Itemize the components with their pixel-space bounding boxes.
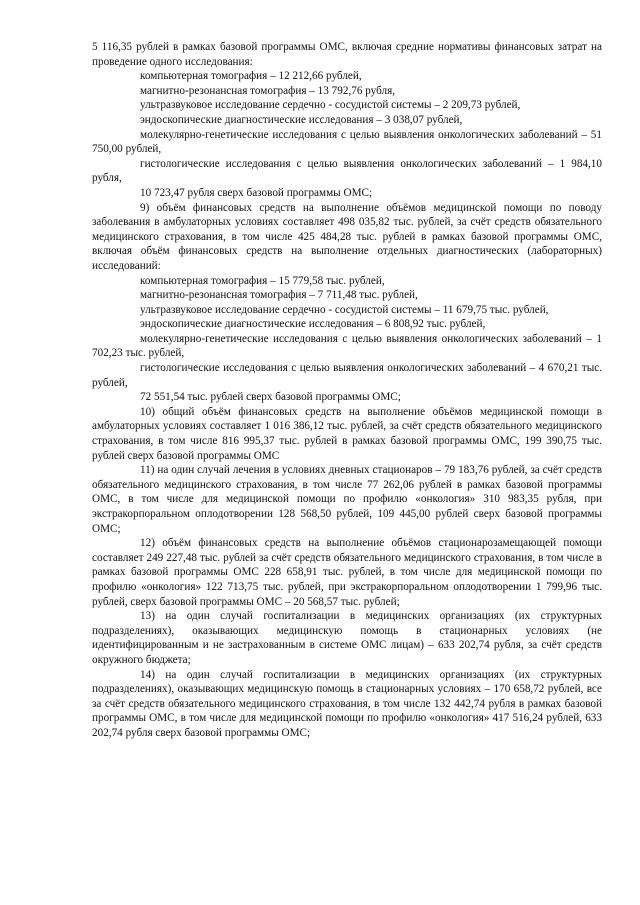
paragraph: 10) общий объём финансовых средств на выполнение объёмов медицинской помощи в амбулаторных условиях составляет 1 016 386,12 тыс. рублей, за счёт средств обязательного медицинского страхования, в том числе 816 995,37 тыс. рублей в рамках базовой программы ОМС, 199 390,75 тыс. рублей сверх базовой программы ОМС xyxy=(92,405,602,462)
paragraph: гистологические исследования с целью выявления онкологических заболеваний – 4 670,21 тыс. рублей, xyxy=(92,362,602,389)
paragraph: ультразвуковое исследование сердечно - сосудистой системы – 11 679,75 тыс. рублей, xyxy=(140,303,549,316)
paragraph: компьютерная томография – 12 212,66 рублей, xyxy=(140,70,362,83)
paragraph: молекулярно-генетические исследования с целью выявления онкологических заболеваний – 1 702,23 тыс. рублей, xyxy=(92,332,602,360)
paragraph: 11) на один случай лечения в условиях дневных стационаров – 79 183,76 рублей, за счёт средств обязательного медицинского страхования, в том числе 77 262,06 рублей в рамках базовой программы ОМС, в том числе для медицинской помощи по профилю «онкология» 310 983,35 рубля, при экстракорпоральном оплодотворении 128 568,50 рублей, 109 445,00 рублей сверх базовой программы ОМС; xyxy=(92,464,602,535)
paragraph: 72 551,54 тыс. рублей сверх базовой программы ОМС; xyxy=(140,391,401,404)
paragraph: 14) на один случай госпитализации в медицинских организациях (их структурных подразделениях), оказывающих медицинскую помощь в стационарных условиях – 170 658,72 рублей, все за счёт средств обязательного медицинского страхования, в том числе 132 442,74 рубля в рамках базовой программы ОМС, в том числе для медицинской помощи по профилю «онкология» 417 516,24 рублей, 633 202,74 рубля сверх базовой программы ОМС; xyxy=(92,668,602,739)
paragraph: 9) объём финансовых средств на выполнение объёмов медицинской помощи по поводу заболевания в амбулаторных условиях составляет 498 035,82 тыс. рублей, за счёт средств обязательного медицинского страхования, в том числе 425 484,28 тыс. рублей в рамках базовой программы ОМС, включая объём финансовых средств на выполнение отдельных диагностических (лабораторных) исследований: xyxy=(92,201,602,272)
paragraph: ультразвуковое исследование сердечно - сосудистой системы – 2 209,73 рублей, xyxy=(140,99,521,112)
paragraph: 12) объём финансовых средств на выполнение объёмов стационарозамещающей помощи составляет 249 227,48 тыс. рублей за счёт средств обязательного медицинского страхования, в том числе в рамках базовой программы ОМС 228 658,91 тыс. рублей, в том числе для медицинской помощи по профилю «онкология» 122 713,75 тыс. рублей, при экстракорпоральном оплодотворении 1 799,96 тыс. рублей, сверх базовой программы ОМС – 20 568,57 тыс. рублей; xyxy=(92,537,602,608)
paragraph: 5 116,35 рублей в рамках базовой программы ОМС, включая средние нормативы финансовых затрат на проведение одного исследования: xyxy=(92,41,602,68)
paragraph: магнитно-резонансная томография – 7 711,48 тыс. рублей, xyxy=(140,289,418,302)
paragraph: 10 723,47 рубля сверх базовой программы ОМС; xyxy=(140,186,373,199)
paragraph: компьютерная томография – 15 779,58 тыс. рублей, xyxy=(140,274,385,287)
paragraph: гистологические исследования с целью выявления онкологических заболеваний – 1 984,10 рубля, xyxy=(92,157,602,185)
paragraph: магнитно-резонансная томография – 13 792,76 рубля, xyxy=(140,84,396,97)
paragraph: молекулярно-генетические исследования с целью выявления онкологических заболеваний – 51 750,00 рублей, xyxy=(92,128,602,156)
paragraph: 13) на один случай госпитализации в медицинских организациях (их структурных подразделениях), оказывающих медицинскую помощь в стационарных условиях (не идентифицированным и не застрахованным в системе ОМС лицам) – 633 202,74 рубля, за счёт средств окружного бюджета; xyxy=(92,610,602,666)
paragraph: эндоскопические диагностические исследования – 6 808,92 тыс. рублей, xyxy=(140,318,486,331)
paragraph: эндоскопические диагностические исследования – 3 038,07 рублей, xyxy=(140,113,463,126)
